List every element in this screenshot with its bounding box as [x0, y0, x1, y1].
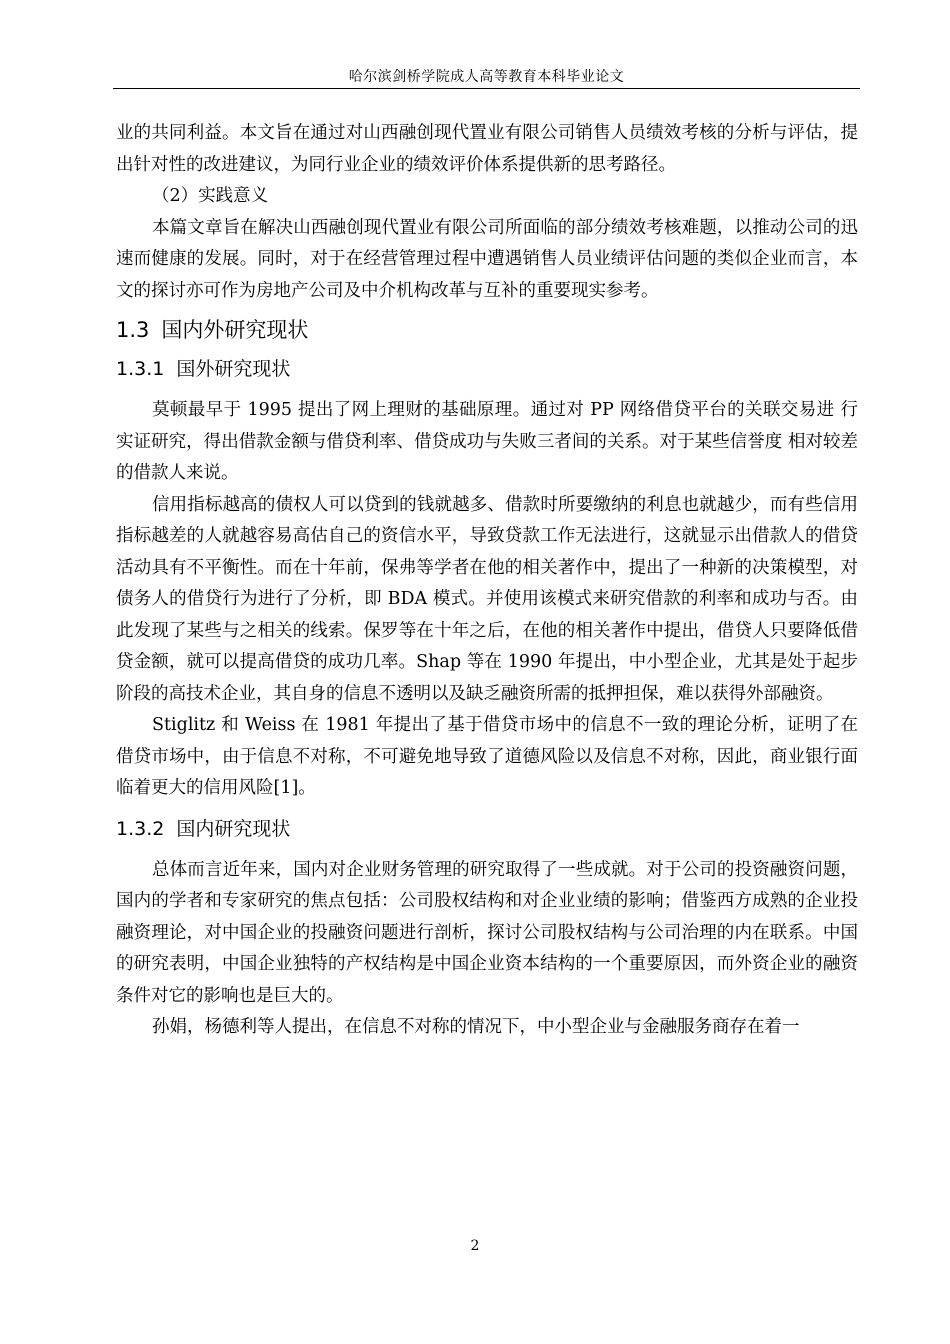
heading-1-3-number: 1.3: [116, 318, 150, 342]
paragraph-8: 孙娟，杨德利等人提出，在信息不对称的情况下，中小型企业与金融服务商存在着一: [152, 1017, 800, 1037]
heading-1-3-2: [116, 815, 858, 843]
header-divider: [113, 88, 860, 89]
heading-1-3-text: 国内外研究现状: [161, 318, 309, 342]
paragraph-4: 莫顿最早于 1995 提出了网上理财的基础原理。通过对 PP 网络借贷平台的关联交易进 行实证研究，得出借款金额与借贷利率、借贷成功与失败三者间的关系。对于某些信誉度 相对较差的借款人来说。: [116, 400, 858, 483]
heading-1-3-1-number: 1.3.1: [116, 358, 165, 380]
paragraph-5: 信用指标越高的债权人可以贷到的钱就越多、借款时所要缴纳的利息也就越少，而有些信用指标越差的人就越容易高估自己的资信水平，导致贷款工作无法进行，这就显示出借款人的借贷活动具有不平衡性。而在十年前，保弗等学者在他的相关著作中，提出了一种新的决策模型，对债务人的借贷行为进行了分析，即 BDA 模式。并使用该模式来研究借款的利率和成功与否。由此发现了某些与之相关的线索。保罗等在十年之后，在他的相关著作中提出，借贷人只要降低借贷金额，就可以提高借贷的成功几率。Shap 等在 1990 年提出，中小型企业，尤其是处于起步阶段的高技术企业，其自身的信息不透明以及缺乏融资所需的抵押担保，难以获得外部融资。: [116, 494, 858, 704]
paragraph-7: 总体而言近年来，国内对企业财务管理的研究取得了一些成就。对于公司的投资融资问题，国内的学者和专家研究的焦点包括：公司股权结构和对企业业绩的影响；借鉴西方成熟的企业投融资理论，对中国企业的投融资问题进行剖析，探讨公司股权结构与公司治理的内在联系。中国的研究表明，中国企业独特的产权结构是中国企业资本结构的一个重要原因，而外资企业的融资条件对它的影响也是巨大的。: [116, 859, 858, 1006]
paragraph-6: Stiglitz 和 Weiss 在 1981 年提出了基于借贷市场中的信息不一致的理论分析，证明了在借贷市场中，由于信息不对称，不可避免地导致了道德风险以及信息不对称，因此，商业银行面临着更大的信用风险[1]。: [116, 715, 858, 798]
heading-1-3: [116, 315, 858, 345]
document-body: [116, 118, 858, 1044]
paragraph-practical-significance-label: （2）实践意义: [152, 186, 269, 206]
paragraph-1: 业的共同利益。本文旨在通过对山西融创现代置业有限公司销售人员绩效考核的分析与评估，提出针对性的改进建议，为同行业企业的绩效评价体系提供新的思考路径。: [116, 123, 858, 175]
page-number: 2: [470, 1238, 480, 1254]
paragraph-3: 本篇文章旨在解决山西融创现代置业有限公司所面临的部分绩效考核难题，以推动公司的迅速而健康的发展。同时，对于在经营管理过程中遭遇销售人员业绩评估问题的类似企业而言，本文的探讨亦可作为房地产公司及中介机构改革与互补的重要现实参考。: [116, 217, 858, 301]
heading-1-3-1-text: 国外研究现状: [176, 358, 291, 380]
heading-1-3-2-text: 国内研究现状: [176, 817, 291, 840]
page-header-title: 哈尔滨剑桥学院成人高等教育本科毕业论文: [348, 69, 625, 85]
heading-1-3-2-number: 1.3.2: [116, 817, 165, 840]
heading-1-3-1: [116, 355, 858, 383]
